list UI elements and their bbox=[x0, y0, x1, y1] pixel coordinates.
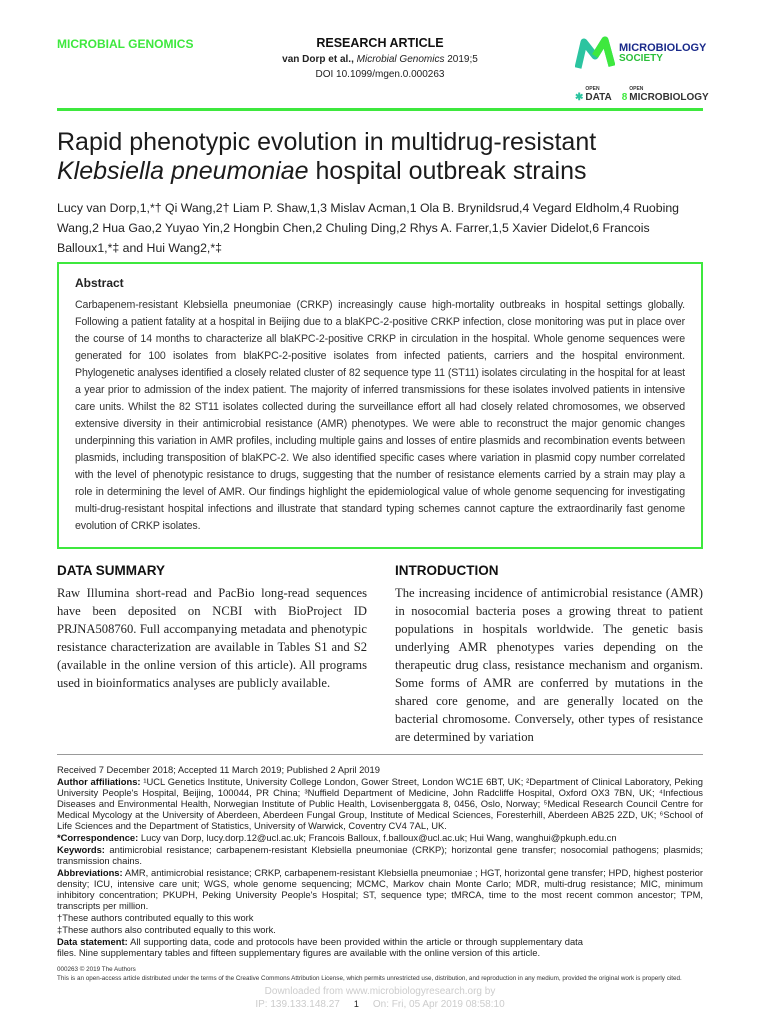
journal-name: MICROBIAL GENOMICS bbox=[57, 37, 194, 51]
header-rule bbox=[57, 108, 703, 111]
introduction-text: The increasing incidence of antimicrobial resistance (AMR) in nosocomial bacteria poses a growing threat to patient populations in hospitals worldwide. The genetic basis underlying AMR phenotypes varies depending on the therapeutic drug class, resistance mechanism and organism. Some forms of AMR are conferred by mutations in the shared core genome, and are generally located on the bacterial chromosome. Conversely, other types of resistance are determined by variation bbox=[395, 586, 703, 744]
abbreviations: Abbreviations: AMR, antimicrobial resistance; CRKP, carbapenem-resistant Klebsiella pneumoniae ; HGT, horizontal gene transfer; HPD, highest posterior density; ICU, intensive care unit; WGS, whole genome sequencing; MCMC, Markov chain Monte Carlo; MDR, multi-drug resistance; MIC, minimum inhibitory concentration; PKUPH, Peking University People's Hospital; ST, sequence type; tMRCA, time to the most recent common ancestor; TPM, transcripts per million. bbox=[57, 867, 703, 911]
doi: DOI 10.1099/mgen.0.000263 bbox=[315, 69, 445, 80]
watermark-line-1: Downloaded from www.microbiologyresearch.org by bbox=[264, 986, 496, 997]
data-statement: Data statement: All supporting data, code and protocols have been provided within the article or through supplementary data files. Nine supplementary tables and fifteen supplementary figures are available with the online version of this article. bbox=[57, 936, 583, 958]
open-badges bbox=[575, 87, 709, 103]
abstract-heading: Abstract bbox=[75, 276, 124, 290]
two-column-body bbox=[57, 563, 703, 746]
author-list: Lucy van Dorp,1,*† Qi Wang,2† Liam P. Shaw,1,3 Mislav Acman,1 Ola B. Brynildsrud,4 Vegard Eldholm,4 Ruobing Wang,2 Hua Gao,2 Yuyao Yin,2 Hongbin Chen,2 Chuling Ding,2 Rhys A. Farrer,1,5 Xavier Didelot,6 Francois Balloux1,*‡ and Hui Wang2,*‡ bbox=[57, 201, 680, 255]
affiliations: Author affiliations: ¹UCL Genetics Institute, University College London, Gower Street, London WC1E 6BT, UK; ²Department of Clinical Laboratory, Peking University People's Hospital, Beijing, 100044, PR China; ³Nuffield Department of Medicine, John Radcliffe Hospital, Oxford OX3 7BN, UK; ⁴Infectious Diseases and Environmental Health, Norwegian Institute of Public Health, Lovisenberggata 8, 0456, Oslo, Norway; ⁵Medical Research Council Centre for Medical Mycology at the University of Aberdeen, Aberdeen Fungal Group, Institute of Medical Sciences, Foresterhill, Aberdeen AB25 2ZD, UK; ⁶School of Life Sciences and the Department of Statistics, University of Warwick, Coventry CV4 7AL, UK. bbox=[57, 776, 704, 831]
download-watermark bbox=[57, 986, 703, 1011]
dates: Received 7 December 2018; Accepted 11 March 2019; Published 2 April 2019 bbox=[57, 764, 380, 775]
data-summary-section bbox=[57, 563, 367, 746]
abstract-box bbox=[57, 262, 703, 549]
society-logo-icon bbox=[575, 36, 615, 70]
equal-contribution-note-2: ‡These authors also contributed equally to this work. bbox=[57, 924, 276, 935]
microbiology-society-logo: MICROBIOLOGY SOCIETY bbox=[575, 36, 706, 70]
article-type: RESEARCH ARTICLE bbox=[316, 36, 444, 50]
open-data-badge: ✱ OPEN DATA bbox=[575, 86, 612, 103]
watermark-line-2: IP: 139.133.148.27 bbox=[255, 999, 340, 1010]
equal-contribution-note: †These authors contributed equally to this work bbox=[57, 912, 254, 923]
section-divider bbox=[57, 754, 703, 755]
copyright: 000263 © 2019 The Authors bbox=[57, 966, 136, 973]
license-text: This is an open-access article distributed under the terms of the Creative Commons Attribution License, which permits unrestricted use, distribution, and reproduction in any medium, provided the original work is properly cited. bbox=[57, 974, 682, 982]
data-summary-heading: DATA SUMMARY bbox=[57, 563, 165, 578]
citation: van Dorp et al., Microbial Genomics 2019;5 bbox=[282, 54, 478, 65]
article-header bbox=[230, 36, 530, 80]
front-matter bbox=[57, 764, 703, 958]
correspondence: *Correspondence: Lucy van Dorp, lucy.dorp.12@ucl.ac.uk; Francois Balloux, f.balloux@ucl.ac.uk; Hui Wang, wanghui@pkuph.edu.cn bbox=[57, 832, 617, 843]
watermark-line-3: On: Fri, 05 Apr 2019 08:58:10 bbox=[372, 999, 505, 1010]
footer bbox=[57, 966, 703, 983]
open-microbiology-badge: 8 OPEN MICROBIOLOGY bbox=[621, 86, 709, 103]
abstract-text: Carbapenem-resistant Klebsiella pneumoniae (CRKP) increasingly cause high-mortality outbreaks in hospital settings globally. Following a patient fatality at a hospital in Beijing due to a blaKPC-2-positive CRKP infection, close monitoring was put in place over the course of 14 months to characterize all blaKPC-2-positive CRKP in circulation in the hospital. Whole genome sequences were generated for 100 isolates from blaKPC-2-positive isolates from infected patients, carriers and the hospital environment. Phylogenetic analyses identified a closely related cluster of 82 sequence type 11 (ST11) isolates circulating in the hospital for at least a year prior to admission of the index patient. The majority of inferred transmissions for these isolates involved patients in intensive care units. Whilst the 82 ST11 isolates collected during the surveillance effort all had closely related chromosomes, we observed extensive diversity in their antimicrobial resistance (AMR) phenotypes. We were able to reconstruct the major genomic changes underpinning this variation in AMR profiles, including multiple gains and losses of entire plasmids and recombination events between plasmids, including transposition of blaKPC-2. We also identified specific cases where variation in plasmid copy number correlated with the level of phenotypic resistance to drugs, suggesting that the number of resistance elements carried by a strain may play a role in determining the level of AMR. Our findings highlight the epidemiological value of whole genome sequencing for investigating multi-drug-resistant hospital infections and illustrate that standard typing schemes cannot capture the extraordinarily fast genome evolution of CRKP isolates. bbox=[75, 299, 685, 532]
introduction-heading: INTRODUCTION bbox=[395, 563, 499, 578]
data-summary-text: Raw Illumina short-read and PacBio long-read sequences have been deposited on NCBI with BioProject ID PRJNA508760. Full accompanying metadata and phenotypic resistance characterization are available in Tables S1 and S2 (available in the online version of this article). All programs used in bioinformatics analyses are publicly available. bbox=[57, 586, 367, 690]
article-body bbox=[57, 128, 703, 1011]
introduction-section bbox=[395, 563, 703, 746]
page-number: 1 bbox=[353, 999, 359, 1009]
article-title: Rapid phenotypic evolution in multidrug-resistant Klebsiella pneumoniae hospital outbreak strains bbox=[57, 128, 597, 185]
keywords: Keywords: antimicrobial resistance; carbapenem-resistant Klebsiella pneumoniae (CRKP); horizontal gene transfer; nosocomial pathogens; plasmids; transmission chains. bbox=[57, 844, 703, 866]
